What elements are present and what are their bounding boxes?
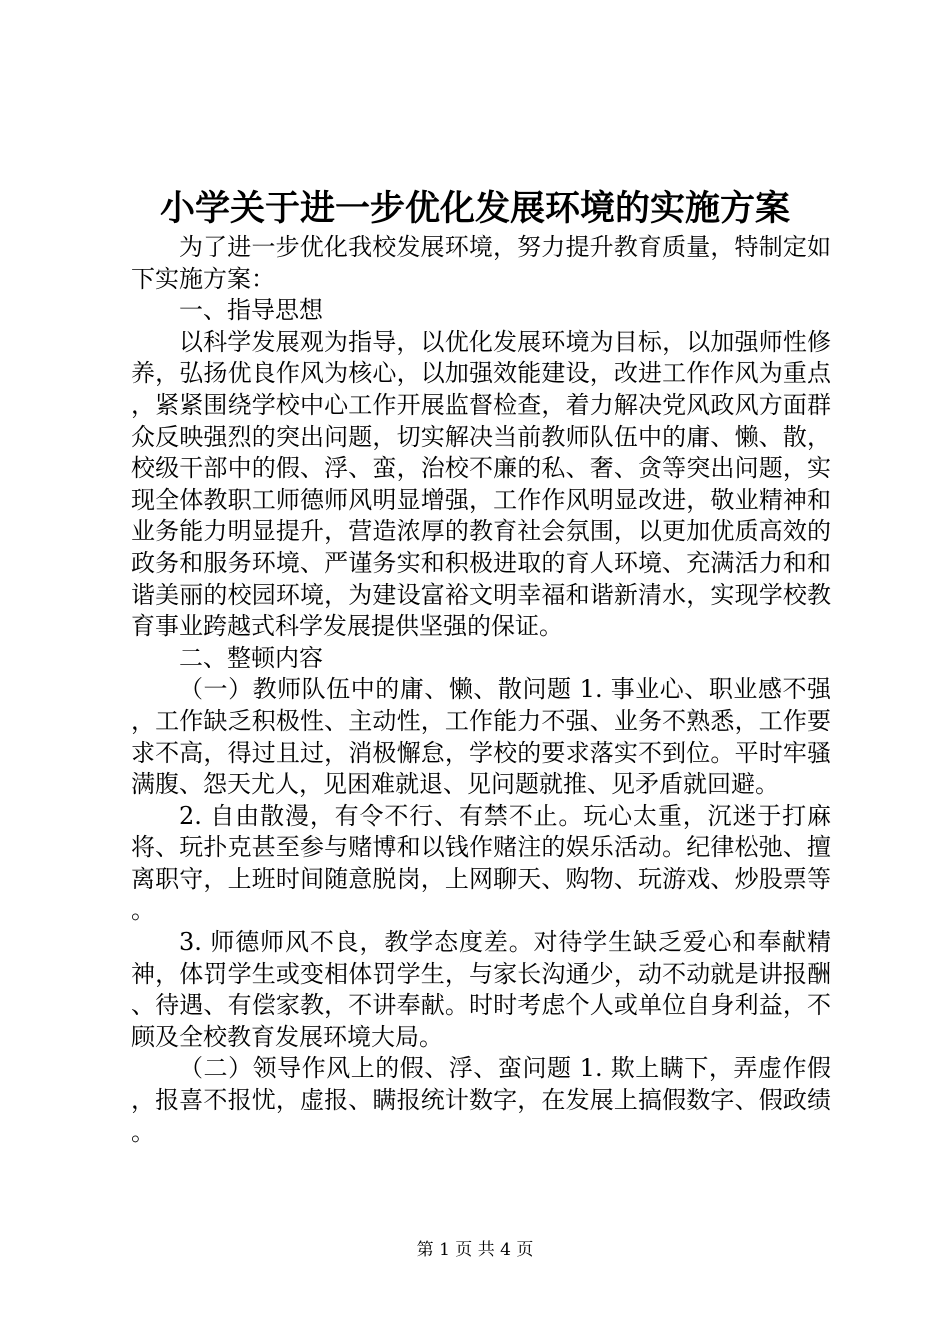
document-body — [131, 232, 831, 1148]
section-heading-guiding-thought: 一、指导思想 — [179, 296, 323, 325]
ethics-issues-paragraph: 3. 师德师风不良，教学态度差。对待学生缺乏爱心和奉献精神，体罚学生或变相体罚学生，与家长沟通少，动不动就是讲报酬、待遇、有偿家教，不讲奉献。时时考虑个人或单位自身利益，不顾及全校教育发展环境大局。 — [131, 928, 831, 1051]
intro-paragraph: 为了进一步优化我校发展环境，努力提升教育质量，特制定如下实施方案： — [131, 233, 831, 293]
section-heading-rectification-content: 二、整顿内容 — [179, 643, 323, 672]
page-footer: 第 1 页 共 4 页 — [416, 1240, 534, 1260]
guiding-thought-paragraph: 以科学发展观为指导，以优化发展环境为目标，以加强师性修养，弘扬优良作风为核心，以加强效能建设，改进工作作风为重点，紧紧围绕学校中心工作开展监督检查，着力解决党风政风方面群众反映强烈的突出问题，切实解决当前教师队伍中的庸、懒、散，校级干部中的假、浮、蛮，治校不廉的私、奢、贪等突出问题，实现全体教职工师德师风明显增强，工作作风明显改进，敬业精神和业务能力明显提升，营造浓厚的教育社会氛围，以更加优质高效的政务和服务环境、严谨务实和积极进取的育人环境、充满活力和和谐美丽的校园环境，为建设富裕文明幸福和谐新清水，实现学校教育事业跨越式科学发展提供坚强的保证。 — [131, 327, 831, 641]
document-title: 小学关于进一步优化发展环境的实施方案 — [159, 188, 790, 229]
discipline-issues-paragraph: 2. 自由散漫，有令不行、有禁不止。玩心太重，沉迷于打麻将、玩扑克甚至参与赌博和以钱作赌注的娱乐活动。纪律松弛、擅离职守，上班时间随意脱岗，上网聊天、购物、玩游戏、炒股票等。 — [131, 801, 831, 925]
teacher-issues-paragraph: （一）教师队伍中的庸、懒、散问题 1. 事业心、职业感不强，工作缺乏积极性、主动性，工作能力不强、业务不熟悉，工作要求不高，得过且过，消极懈怠，学校的要求落实不到位。平时牢骚满腹、怨天尤人，见困难就退、见问题就推、见矛盾就回避。 — [131, 675, 831, 799]
leadership-issues-paragraph: （二）领导作风上的假、浮、蛮问题 1. 欺上瞒下，弄虚作假，报喜不报忧，虚报、瞒报统计数字，在发展上搞假数字、假政绩。 — [131, 1054, 831, 1146]
